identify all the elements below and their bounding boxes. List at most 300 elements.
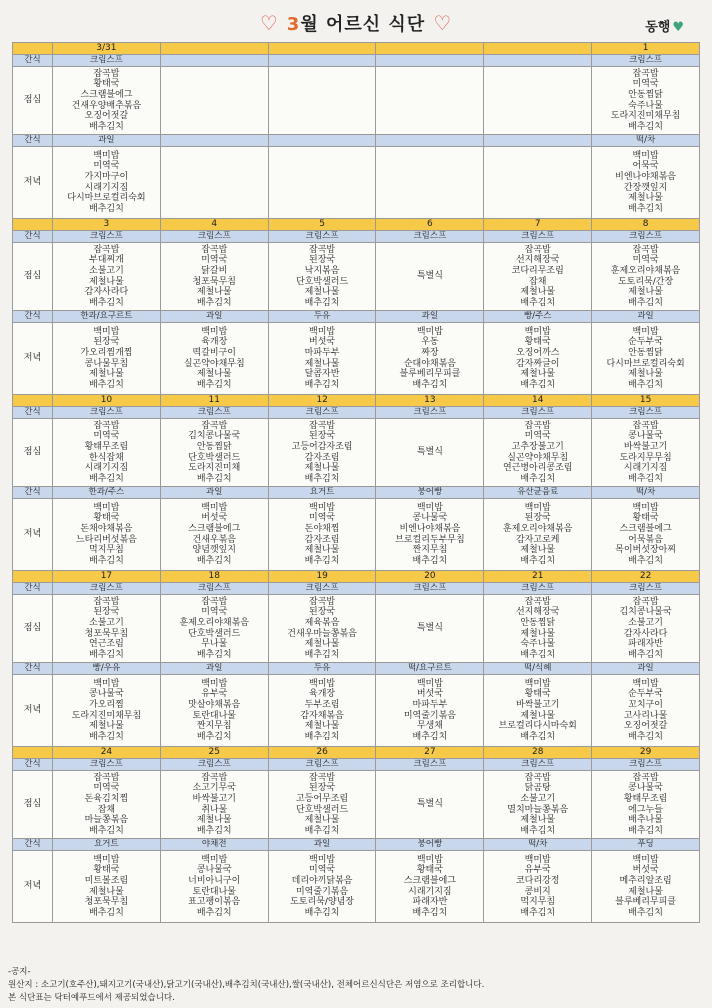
date-cell: 19 — [268, 571, 376, 583]
menu-item: 제철나물 — [304, 639, 340, 650]
menu-item: 배추김치 — [628, 379, 663, 390]
snack-cell: 빵/우유 — [53, 663, 161, 675]
menu-item: 미역국 — [524, 431, 551, 442]
menu-item: 브로컬리두부무침 — [395, 534, 465, 545]
menu-item: 제육볶음 — [304, 617, 340, 628]
menu-list — [53, 244, 160, 310]
snack-cell: 크림스프 — [592, 583, 700, 595]
menu-cell — [268, 419, 376, 487]
date-cell: 5 — [268, 219, 376, 231]
menu-item: 된장국 — [524, 513, 551, 524]
snack-cell: 떡/요구르트 — [376, 663, 484, 675]
date-cell: 3 — [53, 219, 161, 231]
menu-item: 특별식 — [416, 799, 443, 810]
menu-item: 단호박샐러드 — [295, 276, 349, 287]
menu-item: 배추김치 — [412, 379, 448, 390]
title-month: 3 — [286, 14, 301, 35]
meal-row — [13, 67, 700, 135]
menu-item: 다시마브로컬리숙회 — [67, 193, 146, 204]
menu-cell — [268, 147, 376, 219]
menu-item: 배추김치 — [89, 203, 124, 214]
menu-item: 된장국 — [93, 337, 120, 348]
menu-item: 배추김치 — [89, 825, 124, 836]
menu-item: 잡곡밥 — [309, 596, 336, 607]
notice-note: 본 식단표는 닥터예푸드에서 제공되었습니다. — [8, 993, 175, 1003]
menu-item: 블루베리무피클 — [615, 897, 676, 908]
menu-item: 제철나물 — [304, 545, 340, 556]
menu-item: 실곤약야채무침 — [183, 358, 245, 369]
menu-item: 짠지무침 — [412, 545, 448, 556]
date-cell: 29 — [592, 747, 700, 759]
snack-cell: 한과/요구르트 — [53, 311, 161, 323]
menu-cell — [376, 419, 484, 487]
menu-item: 배추김치 — [304, 649, 340, 660]
menu-item: 배추김치 — [89, 121, 124, 132]
snack-cell: 과일 — [592, 311, 700, 323]
menu-list — [161, 502, 268, 568]
menu-item: 제철나물 — [304, 815, 340, 826]
menu-item: 미역국 — [93, 431, 120, 442]
menu-item: 안동찜닭 — [520, 617, 556, 628]
menu-item: 백미밥 — [201, 678, 228, 689]
menu-item: 미역국 — [201, 255, 228, 266]
menu-item: 다시마브로컬리숙회 — [606, 358, 685, 369]
menu-item: 백미밥 — [632, 678, 659, 689]
menu-item: 백미밥 — [309, 502, 336, 513]
menu-item: 소불고기 — [628, 617, 663, 628]
menu-list — [376, 182, 483, 184]
menu-item: 황태무조림 — [623, 793, 668, 804]
menu-item: 짜장 — [421, 347, 439, 358]
menu-item: 제철나물 — [520, 628, 556, 639]
menu-cell — [268, 771, 376, 839]
menu-list — [484, 678, 591, 744]
date-cell: 4 — [160, 219, 268, 231]
snack-label: 간식 — [13, 231, 53, 243]
menu-item: 잡곡밥 — [93, 772, 120, 783]
meal-row — [13, 147, 700, 219]
snack-label: 간식 — [13, 55, 53, 67]
menu-list — [269, 596, 376, 662]
menu-item: 제철나물 — [520, 287, 556, 298]
snack-cell: 크림스프 — [484, 231, 592, 243]
menu-item: 제철나물 — [89, 721, 124, 732]
snack-cell: 과일 — [376, 311, 484, 323]
menu-cell — [268, 243, 376, 311]
menu-item: 도토리묵/양념장 — [290, 897, 355, 908]
menu-item: 제철나물 — [89, 886, 124, 897]
menu-list — [484, 502, 591, 568]
menu-cell — [268, 675, 376, 747]
menu-item: 백미밥 — [93, 678, 120, 689]
menu-cell — [484, 595, 592, 663]
menu-item: 잡곡밥 — [201, 596, 228, 607]
date-cell: 13 — [376, 395, 484, 407]
menu-list — [161, 244, 268, 310]
menu-item: 잡곡밥 — [524, 596, 551, 607]
menu-item: 데리야끼닭볶음 — [291, 875, 353, 886]
snack-row — [13, 135, 700, 147]
menu-item: 잡곡밥 — [524, 772, 551, 783]
snack-cell: 빵/주스 — [484, 311, 592, 323]
menu-item: 잡곡밥 — [309, 420, 336, 431]
menu-item: 백미밥 — [632, 502, 659, 513]
organization-name — [645, 16, 684, 35]
menu-list — [484, 244, 591, 310]
menu-item: 황태국 — [524, 689, 551, 700]
menu-cell — [268, 595, 376, 663]
menu-cell — [160, 771, 268, 839]
menu-item: 백미밥 — [524, 854, 551, 865]
lunch-label: 점심 — [13, 771, 53, 839]
menu-item: 순두부국 — [628, 689, 663, 700]
menu-item: 연근조림 — [89, 639, 124, 650]
menu-item: 코다리무조림 — [511, 265, 564, 276]
menu-item: 마늘쫑볶음 — [84, 815, 129, 826]
menu-cell — [268, 323, 376, 395]
date-corner — [13, 219, 53, 231]
date-cell: 22 — [592, 571, 700, 583]
menu-cell — [592, 147, 700, 219]
menu-item: 배추김치 — [628, 731, 663, 742]
date-cell: 24 — [53, 747, 161, 759]
menu-item: 배추김치 — [304, 825, 340, 836]
menu-item: 소고기무국 — [192, 783, 236, 794]
menu-item: 배추김치 — [304, 555, 340, 566]
menu-item: 비엔나야채볶음 — [399, 523, 461, 534]
menu-cell — [376, 771, 484, 839]
heart-icon: ♥ — [672, 20, 684, 35]
snack-cell: 크림스프 — [53, 759, 161, 771]
date-corner — [13, 395, 53, 407]
menu-item: 배추김치 — [520, 907, 556, 918]
menu-item: 배추김치 — [628, 203, 663, 214]
menu-cell — [592, 595, 700, 663]
date-cell: 20 — [376, 571, 484, 583]
menu-item: 잡곡밥 — [309, 244, 336, 255]
menu-list — [376, 854, 483, 920]
menu-item: 백미밥 — [93, 502, 120, 513]
menu-item: 백미밥 — [632, 326, 659, 337]
snack-cell: 크림스프 — [376, 231, 484, 243]
menu-item: 감자조림 — [304, 534, 340, 545]
menu-item: 파래자반 — [628, 639, 663, 650]
menu-item: 숙주나물 — [520, 639, 556, 650]
menu-item: 백미밥 — [416, 502, 443, 513]
snack-row — [13, 407, 700, 419]
dinner-label: 저녁 — [13, 499, 53, 571]
org-label: 동행 — [645, 20, 671, 35]
menu-cell — [484, 419, 592, 487]
menu-cell — [160, 419, 268, 487]
snack-cell: 크림스프 — [160, 583, 268, 595]
menu-item: 백미밥 — [524, 502, 551, 513]
menu-list — [53, 420, 160, 486]
menu-item: 미역국 — [93, 161, 120, 172]
menu-cell — [592, 675, 700, 747]
menu-item: 배추김치 — [412, 555, 448, 566]
menu-item: 배추김치 — [412, 731, 448, 742]
menu-item: 가오리찜 — [89, 699, 124, 710]
snack-cell: 크림스프 — [268, 231, 376, 243]
menu-cell — [53, 243, 161, 311]
menu-item: 콩나물국 — [412, 513, 448, 524]
menu-item: 짠지무침 — [196, 721, 232, 732]
menu-item: 제철나물 — [304, 358, 340, 369]
snack-cell — [160, 55, 268, 67]
menu-item: 먹지무침 — [89, 545, 124, 556]
menu-item: 부대찌개 — [89, 255, 124, 266]
snack-cell: 떡/차 — [484, 839, 592, 851]
menu-item: 미트볼조림 — [84, 875, 129, 886]
menu-item: 잡곡밥 — [309, 772, 336, 783]
menu-list — [592, 502, 699, 568]
menu-item: 느타리버섯볶음 — [75, 534, 137, 545]
menu-list — [269, 420, 376, 486]
menu-item: 백미밥 — [309, 326, 336, 337]
menu-item: 잡곡밥 — [201, 772, 228, 783]
menu-cell — [160, 147, 268, 219]
menu-item: 콩나물무침 — [84, 358, 129, 369]
snack-cell — [484, 135, 592, 147]
menu-item: 먹지무침 — [520, 897, 556, 908]
menu-item: 제철나물 — [196, 287, 232, 298]
menu-item: 미역국 — [309, 865, 336, 876]
date-cell — [376, 43, 484, 55]
menu-cell — [53, 323, 161, 395]
menu-item: 달콤자반 — [304, 369, 340, 380]
menu-cell — [484, 243, 592, 311]
menu-list — [269, 678, 376, 744]
snack-label: 간식 — [13, 583, 53, 595]
menu-list — [484, 596, 591, 662]
menu-item: 고사리나물 — [623, 710, 668, 721]
menu-item: 배추김치 — [628, 825, 663, 836]
menu-item: 황태국 — [93, 513, 120, 524]
menu-cell — [160, 595, 268, 663]
date-cell: 6 — [376, 219, 484, 231]
header — [0, 6, 712, 40]
menu-cell — [160, 243, 268, 311]
menu-item: 백미밥 — [93, 150, 120, 161]
date-cell: 28 — [484, 747, 592, 759]
date-corner — [13, 43, 53, 55]
menu-item: 훈제오리야채볶음 — [610, 265, 681, 276]
menu-item: 시래기지짐 — [408, 886, 452, 897]
menu-cell — [268, 851, 376, 923]
menu-cell — [484, 675, 592, 747]
menu-cell — [53, 147, 161, 219]
menu-cell — [268, 67, 376, 135]
menu-list — [592, 150, 699, 216]
snack-label: 간식 — [13, 663, 53, 675]
menu-item: 백미밥 — [416, 678, 443, 689]
snack-cell: 크림스프 — [484, 583, 592, 595]
date-cell: 11 — [160, 395, 268, 407]
menu-item: 감자고로케 — [515, 534, 560, 545]
menu-list — [376, 270, 483, 283]
menu-list — [592, 596, 699, 662]
menu-item: 너비아니구이 — [188, 875, 241, 886]
menu-item: 콩나물국 — [196, 865, 232, 876]
menu-item: 스크램블에그 — [403, 875, 456, 886]
menu-cell — [592, 771, 700, 839]
menu-item: 표고팽이볶음 — [188, 897, 241, 908]
menu-item: 유부국 — [524, 865, 551, 876]
menu-item: 감자조림 — [304, 452, 340, 463]
menu-item: 배추김치 — [304, 473, 340, 484]
menu-item: 미역줄기볶음 — [295, 886, 349, 897]
menu-item: 고등어무조림 — [295, 793, 349, 804]
menu-cell — [53, 675, 161, 747]
menu-item: 시래기지짐 — [84, 463, 129, 474]
menu-list — [161, 596, 268, 662]
menu-cell — [592, 243, 700, 311]
date-row — [13, 571, 700, 583]
menu-item: 감자짜글이 — [515, 358, 560, 369]
menu-item: 배추김치 — [89, 555, 124, 566]
menu-item: 제철나물 — [196, 815, 232, 826]
menu-cell — [160, 851, 268, 923]
menu-item: 닭갈비 — [201, 265, 228, 276]
menu-item: 꼬치구이 — [628, 699, 663, 710]
menu-item: 된장국 — [309, 783, 336, 794]
lunch-label: 점심 — [13, 595, 53, 663]
menu-list — [376, 446, 483, 459]
menu-item: 선지해장국 — [515, 607, 560, 618]
menu-item: 시래기지짐 — [84, 182, 129, 193]
menu-cell — [592, 67, 700, 135]
menu-list — [161, 678, 268, 744]
date-corner — [13, 747, 53, 759]
date-cell: 3/31 — [53, 43, 161, 55]
snack-cell — [484, 55, 592, 67]
menu-item: 순두부국 — [628, 337, 663, 348]
menu-item: 코다리강정 — [515, 875, 560, 886]
menu-cell — [376, 851, 484, 923]
snack-cell: 크림스프 — [376, 583, 484, 595]
menu-item: 도라지진미채무침 — [71, 710, 142, 721]
menu-item: 안동찜닭 — [628, 89, 663, 100]
menu-item: 배추김치 — [520, 649, 556, 660]
snack-cell: 한과/주스 — [53, 487, 161, 499]
menu-item: 오징어젓갈 — [623, 721, 668, 732]
menu-item: 배추김치 — [520, 473, 556, 484]
menu-list — [161, 420, 268, 486]
meal-row — [13, 675, 700, 747]
menu-item: 소불고기 — [89, 265, 124, 276]
title-text: 월 어르신 식단 — [300, 14, 426, 35]
date-cell: 25 — [160, 747, 268, 759]
menu-item: 잡곡밥 — [632, 244, 659, 255]
snack-cell: 과일 — [592, 663, 700, 675]
menu-item: 백미밥 — [524, 326, 551, 337]
snack-cell: 과일 — [160, 487, 268, 499]
menu-item: 잡곡밥 — [632, 420, 659, 431]
menu-item: 제철나물 — [89, 276, 124, 287]
menu-item: 버섯국 — [201, 513, 228, 524]
menu-list — [53, 150, 160, 216]
menu-item: 백미밥 — [93, 326, 120, 337]
snack-label: 간식 — [13, 487, 53, 499]
page-title — [252, 11, 460, 35]
menu-item: 무나물 — [201, 639, 228, 650]
menu-list — [269, 502, 376, 568]
snack-cell — [268, 55, 376, 67]
date-corner — [13, 571, 53, 583]
snack-cell: 크림스프 — [53, 407, 161, 419]
menu-item: 안동찜닭 — [628, 347, 663, 358]
menu-list — [269, 100, 376, 102]
menu-item: 배추김치 — [628, 555, 663, 566]
menu-item: 소불고기 — [89, 617, 124, 628]
menu-list — [53, 68, 160, 134]
menu-item: 배추김치 — [412, 907, 448, 918]
menu-item: 배추김치 — [196, 907, 232, 918]
dinner-label: 저녁 — [13, 147, 53, 219]
menu-list — [53, 772, 160, 838]
snack-cell: 떡/차 — [592, 135, 700, 147]
menu-item: 제철나물 — [628, 193, 663, 204]
menu-item: 황태국 — [632, 513, 659, 524]
menu-item: 토란대나물 — [192, 710, 236, 721]
dinner-label: 저녁 — [13, 851, 53, 923]
snack-label: 간식 — [13, 759, 53, 771]
menu-cell — [376, 243, 484, 311]
notice-origin: 원산지 : 소고기(호주산),돼지고기(국내산),닭고기(국내산),배추김치(국내산),쌀(국내산), 전체어르신식단은 저염으로 조리합니다. — [8, 980, 485, 990]
menu-list — [484, 326, 591, 392]
menu-item: 시래기지짐 — [623, 463, 668, 474]
menu-item: 메추리알조림 — [619, 875, 672, 886]
menu-item: 훈제오리야채볶음 — [502, 523, 573, 534]
snack-cell: 크림스프 — [484, 407, 592, 419]
menu-item: 돈채야채볶음 — [80, 523, 133, 534]
menu-list — [592, 68, 699, 134]
snack-cell — [376, 135, 484, 147]
menu-list — [592, 326, 699, 392]
menu-item: 백미밥 — [201, 854, 228, 865]
menu-cell — [53, 499, 161, 571]
menu-item: 멸치마늘쫑볶음 — [507, 804, 569, 815]
menu-item: 잡곡밥 — [524, 244, 551, 255]
menu-cell — [160, 323, 268, 395]
snack-cell: 요거트 — [268, 487, 376, 499]
menu-item: 제철나물 — [628, 886, 663, 897]
menu-item: 콩나물국 — [628, 783, 663, 794]
menu-item: 배추김치 — [520, 297, 556, 308]
menu-item: 배추김치 — [196, 731, 232, 742]
snack-cell: 크림스프 — [160, 407, 268, 419]
notice-heading: -공지- — [8, 967, 31, 977]
menu-cell — [53, 67, 161, 135]
menu-item: 제철나물 — [89, 369, 124, 380]
snack-cell: 크림스프 — [592, 55, 700, 67]
menu-item: 감자채볶음 — [300, 710, 344, 721]
menu-item: 콩나물국 — [89, 689, 124, 700]
menu-item: 제철나물 — [628, 287, 663, 298]
menu-item: 잡곡밥 — [201, 244, 228, 255]
menu-item: 백미밥 — [201, 326, 228, 337]
date-cell — [160, 43, 268, 55]
menu-item: 황태국 — [93, 865, 120, 876]
menu-item: 안동찜닭 — [196, 441, 232, 452]
menu-cell — [484, 851, 592, 923]
snack-cell: 과일 — [53, 135, 161, 147]
menu-item: 배추김치 — [89, 297, 124, 308]
menu-list — [53, 854, 160, 920]
date-cell: 26 — [268, 747, 376, 759]
menu-list — [161, 854, 268, 920]
